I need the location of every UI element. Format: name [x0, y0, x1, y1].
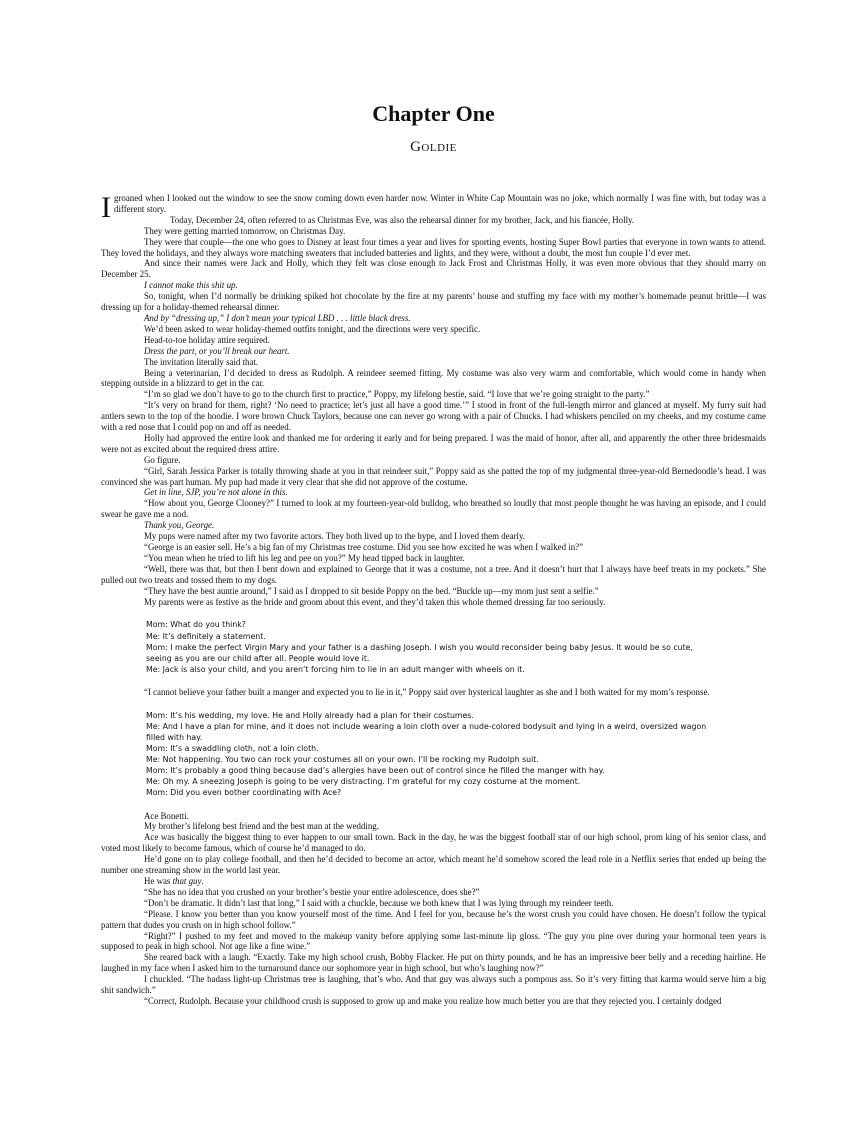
text-message-line: Mom: Did you even bother coordinating with Ace? [146, 788, 342, 798]
text-run: He was [144, 876, 173, 886]
paragraph-italic: Get in line, SJP, you’re not alone in this. [144, 487, 288, 498]
paragraph: They were that couple—the one who goes to Disney at least four times a year and lives for sporting events, hosting Super Bowl parties that everyone in town wants to attend. They loved the holidays, and they always wore matching sweaters that included batteries and lights, and they were, without a doubt, the most fun couple I’d ever met. [101, 236, 766, 258]
spacer [101, 607, 766, 619]
text-message-block [101, 710, 766, 799]
paragraph: “It’s very on brand for them, right? ‘No need to practice; let’s just all have a good time.’” I stood in front of the full-length mirror and glanced at myself. My furry suit had antlers sewn to the top of the hoodie. I wore brown Chuck Taylors, because one can never go wrong with a pair of Chucks. I had whiskers penciled on my cheeks, and my costume came with a red nose that I could pop on and off as needed. [101, 400, 766, 433]
chapter-title: Chapter One [372, 101, 495, 126]
paragraph: Ace was basically the biggest thing to ever happen to our small town. Back in the day, he was the biggest football star of our high school, prom king of his senior class, and voted most likely to become famous, which of course he’d managed to do. [101, 832, 766, 854]
paragraph [101, 876, 766, 887]
text-message-line: Mom: It’s his wedding, my love. He and Holly already had a plan for their costumes. [146, 710, 474, 720]
paragraph: “I cannot believe your father built a manger and expected you to lie in it,” Poppy said over hysterical laughter as she and I both waited for my mom’s response. [144, 686, 710, 697]
paragraph: “Please. I know you better than you know yourself most of the time. And I feel for you, because he’s the worst crush you could have chosen. He doesn’t follow the typical pattern that dudes you crush on in high school follow.” [101, 908, 766, 930]
paragraph: So, tonight, when I’d normally be drinking spiked hot chocolate by the fire at my parents’ house and stuffing my face with my mother’s homemade peanut brittle—I was dressing up for a holiday-themed rehearsal dinner. [101, 291, 766, 313]
paragraph: Ace Bonetti. [144, 810, 189, 821]
paragraph: Go figure. [144, 454, 181, 465]
paragraph: Being a veterinarian, I’d decided to dress as Rudolph. A reindeer seemed fitting. My costume was also very warm and comfortable, which would come in handy when stepping outside in a blizzard to get in the car. [101, 367, 766, 389]
paragraph: They were getting married tomorrow, on Christmas Day. [144, 225, 346, 236]
text-message-line: Mom: I make the perfect Virgin Mary and your father is a dashing Joseph. I wish you would reconsider being baby Jesus. It would be so cute, [146, 642, 693, 652]
paragraph-italic: I cannot make this shit up. [144, 280, 238, 291]
text-message-line: Mom: What do you think? [146, 620, 246, 630]
emphasis: that guy [172, 876, 202, 886]
text-message-block [101, 619, 766, 674]
paragraph: “I’m so glad we don’t have to go to the church first to practice,” Poppy, my lifelong bestie, said. “I love that we’re going straight to the party.” [144, 389, 650, 400]
paragraph: Head-to-toe holiday attire required. [144, 334, 270, 345]
paragraph: “George is an easier sell. He’s a big fan of my Christmas tree costume. Did you see how excited he was when I walked in?” [144, 542, 584, 552]
spacer [101, 675, 766, 687]
paragraph: Today, December 24, often referred to as Christmas Eve, was also the rehearsal dinner for my brother, Jack, and his fiancée, Holly. [170, 214, 635, 225]
paragraph: “Right?” I pushed to my feet and moved to the makeup vanity before applying some last-minute lip gloss. “The guy you pine over during your hormonal teen years is supposed to peak in high school. Not age like a fine wine.” [101, 930, 766, 952]
paragraph: He’d gone on to play college football, and then he’d decided to become an actor, which meant he’d somehow scored the lead role in a Netflix series that ended up being the number one streaming show in the world last year. [101, 854, 766, 876]
chapter-body [101, 193, 766, 1007]
spacer [101, 698, 766, 710]
paragraph: Holly had approved the entire look and thanked me for ordering it early and for being prepared. I was the maid of honor, after all, and apparently the other three bridesmaids were not as excited about the required dress attire. [101, 432, 766, 454]
paragraph: And since their names were Jack and Holly, which they felt was close enough to Jack Frost and Christmas Holly, it was even more obvious that they should marry on December 25. [101, 258, 766, 280]
text-message-line: Mom: It’s a swaddling cloth, not a loin cloth. [146, 744, 319, 754]
opening-text: groaned when I looked out the window to see the snow coming down even harder now. Winter in White Cap Mountain was no joke, which normally I was fine with, but today was a different story. [114, 193, 766, 214]
spacer [101, 799, 766, 811]
paragraph: My parents were as festive as the bride and groom about this event, and they’d taken this whole themed dressing far too seriously. [144, 596, 606, 607]
paragraph: My pups were named after my two favorite actors. They both lived up to the hype, and I loved them dearly. [144, 531, 526, 542]
paragraph: “They have the best auntie around,” I said as I dropped to sit beside Poppy on the bed. “Buckle up—my mom just sent a selfie.” [144, 585, 599, 596]
paragraph: I chuckled. “The badass light-up Christmas tree is laughing, that’s who. And that guy was always such a pompous ass. So it’s very fitting that karma would serve him a big shit sandwich.” [101, 974, 766, 996]
paragraph: “Correct, Rudolph. Because your childhood crush is supposed to grow up and make you realize how much better you are that they rejected you. I certainly dodged [144, 995, 722, 1006]
paragraph: “Girl, Sarah Jessica Parker is totally throwing shade at you in that reindeer suit,” Poppy said as she patted the top of my judgmental three-year-old Bernedoodle’s head. I was convinced she was part human. My pup had made it very clear that she did not approve of the costume. [101, 465, 766, 487]
paragraph: My brother’s lifelong best friend and the best man at the wedding. [144, 821, 379, 832]
text-message-line: Me: It’s definitely a statement. [146, 631, 266, 641]
text-message-line: seeing as you are our child after all. People would love it. [146, 653, 370, 663]
paragraph: “Well, there was that, but then I bent down and explained to George that it was a costume, not a tree. And it doesn’t hurt that I always have beef treats in my pockets.” She pulled out two treats and tossed them to my dogs. [101, 563, 766, 585]
text-message-line: Me: And I have a plan for mine, and it does not include wearing a loin cloth over a nude-colored bodysuit and lying in a weird, oversized wagon [146, 721, 707, 731]
drop-cap: I [101, 191, 111, 224]
paragraph-italic: And by “dressing up,” I don’t mean your typical LBD . . . little black dress. [144, 312, 411, 323]
paragraph: The invitation literally said that. [144, 356, 259, 367]
chapter-subtitle: Goldie [410, 139, 457, 155]
paragraph: We’d been asked to wear holiday-themed outfits tonight, and the directions were very specific. [144, 323, 481, 334]
text-message-line: Mom: It’s probably a good thing because dad’s allergies have been out of control since he filled the manger with hay. [146, 766, 605, 776]
text-message-line: Me: Not happening. You two can rock your costumes all on your own. I’ll be rocking my Rudolph suit. [146, 755, 539, 765]
paragraph: “Don’t be dramatic. It didn’t last that long,” I said with a chuckle, because we both knew that I was lying through my reindeer teeth. [144, 897, 614, 908]
paragraph-italic: Dress the part, or you’ll break our heart. [144, 345, 290, 356]
paragraph: “You mean when he tried to lift his leg and pee on you?” My head tipped back in laughter. [144, 552, 465, 563]
text-message-line: Me: Oh my. A sneezing Joseph is going to be very distracting. I’m grateful for my cozy costume at the moment. [146, 777, 581, 787]
text-run: . [201, 876, 204, 886]
text-message-line: Me: Jack is also your child, and you aren’t forcing him to lie in an adult manger with wheels on it. [146, 664, 525, 674]
paragraph: “She has no idea that you crushed on your brother’s bestie your entire adolescence, does she?” [144, 886, 480, 897]
paragraph: “How about you, George Clooney?” I turned to look at my fourteen-year-old bulldog, who breathed so loudly that most people thought he was having an episode, and I could swear he gave me a nod. [101, 498, 766, 520]
text-message-line: filled with hay. [146, 733, 203, 742]
paragraph-italic: Thank you, George. [144, 520, 215, 531]
paragraph: She reared back with a laugh. “Exactly. Take my high school crush, Bobby Flacker. He put on thirty pounds, and he has an impressive beer belly and a receding hairline. He laughed in my face when I asked him to the turnaround dance our sophomore year in high school, but who’s laughing now?” [101, 952, 766, 974]
